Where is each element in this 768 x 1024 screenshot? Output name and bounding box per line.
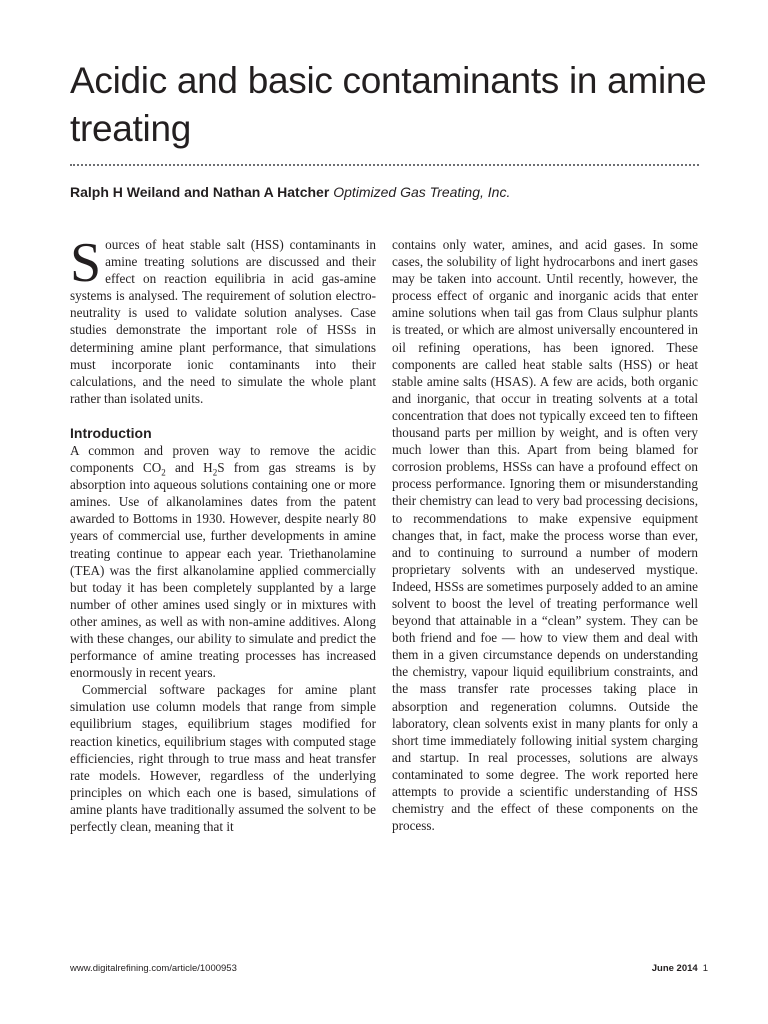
dotted-divider — [70, 164, 699, 166]
affiliation: Optimized Gas Treating, Inc. — [333, 184, 511, 200]
intro-paragraph-1: A common and proven way to remove the acidic components $CO_2$ and $H_2S$ from gas streams is by absorption into aqueous solutions containing one or more amines. Use of alkanolamines dates from the patent awarded to Bottoms in 1930. However, despite nearly 80 years of commercial use, further developments in amine treating continue to appear each year. Triethanolamine (TEA) was the first alkanolamine applied commercially but today it has been completely supplanted by a large number of other amines used singly or in mixtures with other amines, as well as with non-amine additives. Along with these changes, our ability to simulate and predict the performance of amine treating processes has increased enormously in recent years. — [70, 442, 376, 681]
authors: Ralph H Weiland and Nathan A Hatcher — [70, 184, 330, 200]
left-column — [70, 232, 376, 835]
footer-url: www.digitalrefining.com/article/1000953 — [70, 963, 237, 974]
abstract — [70, 232, 376, 407]
footer-page-info — [652, 963, 708, 974]
byline — [70, 183, 710, 201]
footer-date: June 2014 — [651, 963, 698, 974]
section-heading-introduction: Introduction — [70, 424, 152, 441]
right-column — [392, 236, 698, 834]
intro-paragraph-2: Commercial software packages for amine plant simulation use column models that range from simple equilibrium stages, equilibrium stages modified for reaction kinetics, equilibrium stages with computed stage efficiencies, right through to true mass and heat transfer rate models. However, regardless of the underlying principles on which each one is based, simulations of amine plants have traditionally assumed the solvent to be perfectly clean, meaning that it — [70, 682, 376, 834]
page-number: 1 — [702, 963, 708, 974]
article-title: Acidic and basic contaminants in amine treating — [70, 60, 707, 149]
drop-cap: S — [70, 232, 102, 294]
abstract-text: ources of heat stable salt (HSS) contaminants in amine treating solutions are discussed and their effect on reaction equilibria in acid gas-amine systems is analysed. The requirement of solution electro-neutrality is used to validate solution analyses. Case studies demonstrate the important role of HSSs in determining amine plant performance, that simulations must incorporate ionic contaminants into their calculations, and the need to simulate the whole plant rather than isolated units. — [70, 237, 376, 406]
intro-paragraph-2-continued: contains only water, amines, and acid gases. In some cases, the solubility of light hydrocarbons and inert gases may be taken into account. Until recently, however, the process effect of organic and inorganic acids that enter amine solutions when tail gas from Claus sulphur plants is treated, or which are almost universally encountered in oil refining operations, has been ignored. These components are called heat stable salts (HSS) or heat stable amine salts (HSAS). A few are acids, both organic and inorganic, that occur in treating solvents at a total concentration that does not typically exceed ten to fifteen thousand parts per million by weight, and is often very much lower than this. Apart from being blamed for corrosion problems, HSSs can have a profound effect on process performance. Ignoring them or misunderstanding their chemistry can lead to very bad processing decisions, to recommendations to make expensive equipment changes that, in fact, make the process worse than ever, and to continuing to surround a number of modern proprietary solvents with an undeserved mystique. Indeed, HSSs are sometimes purposely added to an amine solvent to boost the level of treating performance well beyond that attainable in a “clean” system. They can be both friend and foe — how to view them and deal with them in a given circumstance depends on understanding the chemistry, vapour liquid equilibrium constraints, and the mass transfer rate processes taking place in absorption and regeneration columns. Outside the laboratory, clean solvents exist in many plants for only a short time immediately following initial system charging and startup. In real processes, solutions are always contaminated to some degree. The work reported here attempts to provide a scientific understanding of HSS chemistry and the effect of these components on the process. — [392, 237, 698, 834]
